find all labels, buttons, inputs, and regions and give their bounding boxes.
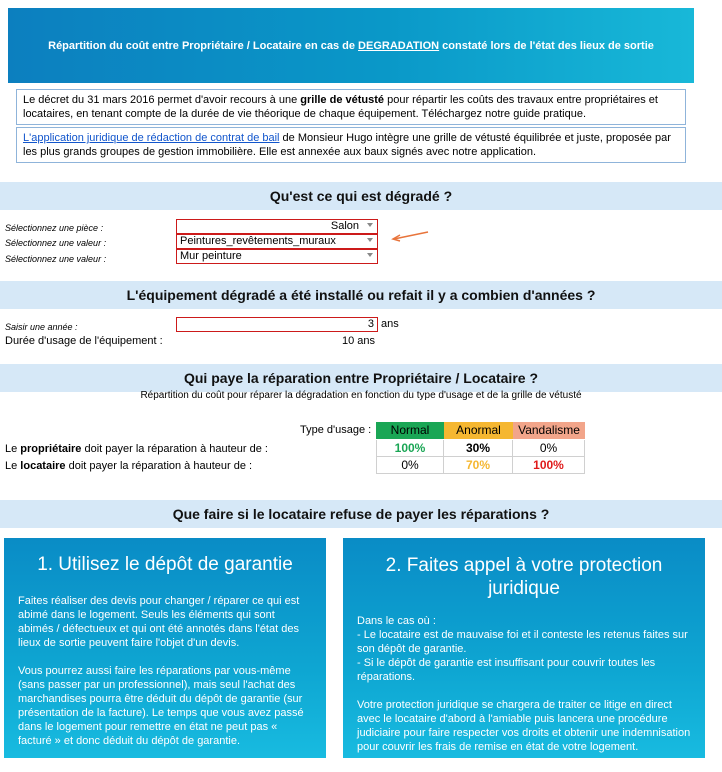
section-title: L'équipement dégradé a été installé ou refait il y a combien d'années ? bbox=[126, 287, 596, 303]
row-label-pre: Le bbox=[5, 460, 21, 472]
row-label-bold: propriétaire bbox=[20, 443, 82, 455]
section-header-refus bbox=[0, 500, 722, 528]
label-valeur-2: Sélectionnez une valeur : bbox=[5, 254, 107, 264]
section-header-qui-paye bbox=[0, 364, 722, 392]
label-duree: Durée d'usage de l'équipement : bbox=[5, 335, 163, 347]
intro-bold: grille de vétusté bbox=[300, 94, 385, 106]
app-text: de Monsieur Hugo intègre une grille de vétusté équilibrée et juste, proposée par les plus grands groupes de gestion immobilière. Elle est annexée aux baux signés avec notre application. bbox=[23, 132, 671, 158]
card-title: 2. Faites appel à votre protection juridique bbox=[385, 555, 663, 599]
row-locataire-label bbox=[5, 460, 252, 472]
row-proprietaire-label bbox=[5, 443, 268, 455]
proprietaire-normal: 100% bbox=[376, 440, 444, 457]
card-paragraph: Vous pourrez aussi faire les réparations par vous-même (sans passer par un professionnel), mais seul l'achat des marchandises pourra être déduit du dépôt de garantie (sur présentation de la facture). Le temps que vous avez passé dans le logement pour remettre en état ne peut pas « facturé » et donc déduit du dépôt de garantie. bbox=[18, 665, 304, 747]
intro-text: Le décret du 31 mars 2016 permet d'avoir recours à une bbox=[23, 94, 301, 106]
section3-subtitle: Répartition du coût pour réparer la dégradation en fonction du type d'usage et de la grille de vétusté bbox=[140, 390, 582, 401]
intro-note-app bbox=[16, 127, 686, 163]
card-protection-juridique bbox=[343, 538, 705, 758]
label-annee: Saisir une année : bbox=[5, 322, 78, 332]
annee-unit: ans bbox=[381, 318, 399, 330]
annee-input[interactable] bbox=[176, 317, 378, 332]
section-title: Qui paye la réparation entre Propriétaire / Locataire ? bbox=[183, 370, 538, 386]
banner-title-post: constaté lors de l'état des lieux de sortie bbox=[439, 39, 654, 52]
piece-select-value: Salon bbox=[330, 220, 359, 232]
arrow-pointer-icon bbox=[388, 228, 432, 244]
section-header-degrade bbox=[0, 182, 722, 210]
banner-title bbox=[48, 40, 654, 52]
type-usage-label: Type d'usage : bbox=[300, 424, 372, 436]
locataire-normal: 0% bbox=[376, 457, 444, 474]
page-banner bbox=[8, 8, 694, 83]
chevron-down-icon bbox=[367, 223, 373, 227]
valeur1-select[interactable] bbox=[176, 234, 378, 249]
row-label-bold: locataire bbox=[20, 460, 66, 472]
col-vandalisme: Vandalisme bbox=[513, 422, 585, 439]
locataire-anormal: 70% bbox=[444, 457, 513, 474]
row-label-post: doit payer la réparation à hauteur de : bbox=[81, 443, 268, 455]
banner-title-pre: Répartition du coût entre Propriétaire / Locataire en cas de bbox=[48, 39, 359, 52]
section-title: Que faire si le locataire refuse de payer les réparations ? bbox=[172, 506, 550, 522]
proprietaire-vandalisme: 0% bbox=[513, 440, 585, 457]
chevron-down-icon bbox=[367, 253, 373, 257]
app-link[interactable]: L'application juridique de rédaction de contrat de bail bbox=[23, 132, 280, 144]
proprietaire-anormal: 30% bbox=[444, 440, 513, 457]
duree-value: 10 ans bbox=[341, 335, 375, 347]
card-paragraph: Votre protection juridique se chargera de traiter ce litige en direct avec le locataire d'abord à l'amiable puis lancera une procédure judiciaire pour faire respecter vos droits et obtenir une indemnisation pour couvrir les frais de remise en état de votre logement. bbox=[357, 699, 691, 753]
section-header-annees bbox=[0, 281, 722, 309]
card-title: 1. Utilisez le dépôt de garantie bbox=[37, 554, 293, 575]
col-normal: Normal bbox=[376, 422, 444, 439]
col-anormal: Anormal bbox=[444, 422, 513, 439]
intro-text-2: pour répartir les coûts des travaux entre propriétaires et locataires, en tenant compte de la durée de vie théorique de chaque équipement. Téléchargez notre guide pratique. bbox=[23, 94, 658, 120]
label-piece: Sélectionnez une pièce : bbox=[5, 223, 104, 233]
chevron-down-icon bbox=[367, 238, 373, 242]
card-paragraph: - Si le dépôt de garantie est insuffisant pour couvrir toutes les réparations. bbox=[357, 657, 656, 683]
valeur1-select-value: Peintures_revêtements_muraux bbox=[180, 235, 336, 247]
card-paragraph: - Le locataire est de mauvaise foi et il conteste les retenus faites sur son dépôt de garantie. bbox=[357, 629, 688, 655]
row-label-post: doit payer la réparation à hauteur de : bbox=[65, 460, 253, 472]
card-depot-garantie bbox=[4, 538, 326, 758]
valeur2-select-value: Mur peinture bbox=[180, 250, 242, 262]
card-paragraph: Faites réaliser des devis pour changer / réparer ce qui est abimé dans le logement. Seuls les éléments qui sont abimés / défectueux et qui ont été annotés dans l'état des lieux de sortie peuvent faire l'objet d'un devis. bbox=[18, 595, 300, 649]
intro-note-decret bbox=[16, 89, 686, 125]
banner-keyword: DEGRADATION bbox=[358, 39, 440, 52]
row-label-pre: Le bbox=[5, 443, 21, 455]
section-title: Qu'est ce qui est dégradé ? bbox=[269, 188, 453, 204]
card-paragraph: Dans le cas où : bbox=[357, 615, 436, 627]
locataire-vandalisme: 100% bbox=[513, 457, 585, 474]
label-valeur-1: Sélectionnez une valeur : bbox=[5, 238, 107, 248]
annee-value: 3 bbox=[367, 318, 374, 330]
piece-select[interactable] bbox=[176, 219, 378, 234]
valeur2-select[interactable] bbox=[176, 249, 378, 264]
